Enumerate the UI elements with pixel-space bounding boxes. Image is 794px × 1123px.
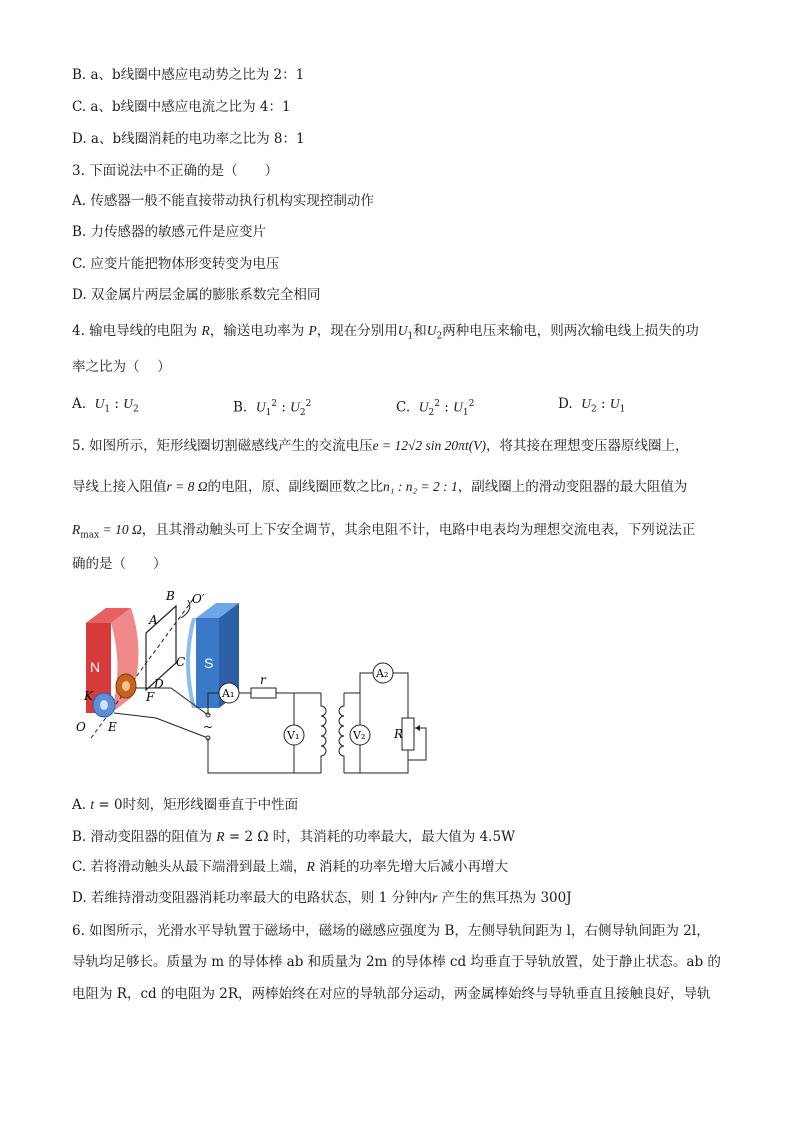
q6-stem-line1: 6. 如图所示，光滑水平导轨置于磁场中，磁场的磁感应强度为 B，左侧导轨间距为 l，右侧导轨间距为 2l， — [72, 923, 710, 939]
label-B: B — [166, 589, 175, 603]
q4-option-a: A. $U_1$ : $U_2$ — [72, 396, 139, 415]
label-S: S — [204, 655, 214, 671]
q3-option-c: C. 应变片能把物体形变转变为电压 — [72, 256, 280, 272]
q4-option-c: C. $U_2^2$ : $U_1^2$ — [396, 399, 475, 419]
q2-option-b: B. a、b线圈中感应电动势之比为 2：1 — [72, 67, 305, 83]
q3-stem: 3. 下面说法中不正确的是（ ） — [72, 163, 279, 179]
q5-option-a: A. t = 0时刻，矩形线圈垂直于中性面 — [72, 797, 299, 813]
q5-option-b: B. 滑动变阻器的阻值为 R = 2 Ω 时，其消耗的功率最大，最大值为 4.5W — [72, 829, 515, 845]
label-D: D — [154, 677, 164, 691]
slip-ring-hub — [122, 681, 130, 691]
rheostat-slider-arrow — [415, 725, 420, 731]
label-E: E — [108, 720, 117, 734]
q4-option-d: D. $U_2$ : $U_1$ — [558, 396, 626, 415]
q4-option-b: B. $U_1^2$ : $U_2^2$ — [233, 399, 312, 419]
primary-coil — [321, 693, 326, 773]
q3-option-d: D. 双金属片两层金属的膨胀系数完全相同 — [72, 287, 321, 303]
label-V1: V₁ — [287, 729, 300, 742]
slip-ring-blue-hub — [100, 700, 108, 710]
label-V2: V₂ — [353, 729, 366, 742]
q2-option-d: D. a、b线圈消耗的电功率之比为 8：1 — [72, 131, 305, 147]
label-N: N — [90, 659, 101, 675]
rheostat-R — [402, 718, 414, 750]
q3-option-b: B. 力传感器的敏感元件是应变片 — [72, 224, 267, 240]
secondary-wire-1 — [344, 683, 360, 693]
label-F: F — [146, 690, 155, 704]
q5-option-d: D. 若维持滑动变阻器消耗功率最大的电路状态，则 1 分钟内r 产生的焦耳热为 300J — [72, 890, 572, 906]
label-C: C — [176, 655, 186, 669]
label-A1: A₁ — [222, 687, 235, 700]
secondary-wire-3 — [393, 673, 408, 718]
q5-stem-line2: 导线上接入阻值r = 8 Ω的电阻，原、副线圈匝数之比n₁ : n₂ = 2 : 1，副线圈上的滑动变阻器的最大阻值为 — [72, 479, 688, 495]
q6-stem-line3: 电阻为 R，cd 的电阻为 2R，两棒始终在对应的导轨部分运动，两金属棒始终与导轨垂直且接触良好，导轨 — [72, 986, 711, 1002]
secondary-wire-2 — [360, 673, 373, 683]
generator-transformer-circuit-figure — [76, 588, 446, 778]
q5-stem-line4: 确的是（ ） — [72, 556, 167, 572]
q3-option-a: A. 传感器一般不能直接带动执行机构实现控制动作 — [72, 193, 374, 209]
lead-wire-bottom — [114, 713, 208, 738]
rheostat-slider-wire — [415, 728, 426, 748]
q4-stem-line1: 4. 输电导线的电阻为 R，输送电功率为 P，现在分别用$U_1$和$U_2$两种电压来输电，则两次输电线上损失的功 — [72, 323, 699, 342]
label-r: r — [260, 673, 266, 687]
secondary-coil — [339, 693, 344, 773]
resistor-r — [251, 688, 276, 698]
label-R: R — [394, 727, 404, 741]
label-A: A — [149, 613, 158, 627]
rotation-arrow — [181, 600, 190, 618]
label-A2: A₂ — [376, 667, 389, 680]
label-O-prime: O′ — [192, 592, 205, 606]
label-K: K — [84, 689, 93, 703]
q5-option-c: C. 若将滑动触头从最下端滑到最上端，R 消耗的功率先增大后减小再增大 — [72, 859, 508, 875]
label-O: O — [76, 720, 86, 734]
q6-stem-line2: 导轨均足够长。质量为 m 的导体棒 ab 和质量为 2m 的导体棒 cd 均垂直于导轨放置，处于静止状态。ab 的 — [72, 954, 721, 970]
ac-symbol: ~ — [203, 720, 214, 734]
secondary-return-wire — [344, 750, 408, 773]
primary-return-wire — [208, 738, 321, 773]
q2-option-c: C. a、b线圈中感应电流之比为 4：1 — [72, 99, 291, 115]
q5-stem-line1: 5. 如图所示，矩形线圈切割磁感线产生的交流电压e = 12√2 sin 20πt(V)，将其接在理想变压器原线圈上， — [72, 438, 689, 454]
q4-stem-line2: 率之比为（ ） — [72, 359, 171, 375]
q5-stem-line3: $R_{max} = 10$ Ω，且其滑动触头可上下安全调节，其余电阻不计，电路中电表均为理想交流电表，下列说法正 — [72, 522, 696, 541]
